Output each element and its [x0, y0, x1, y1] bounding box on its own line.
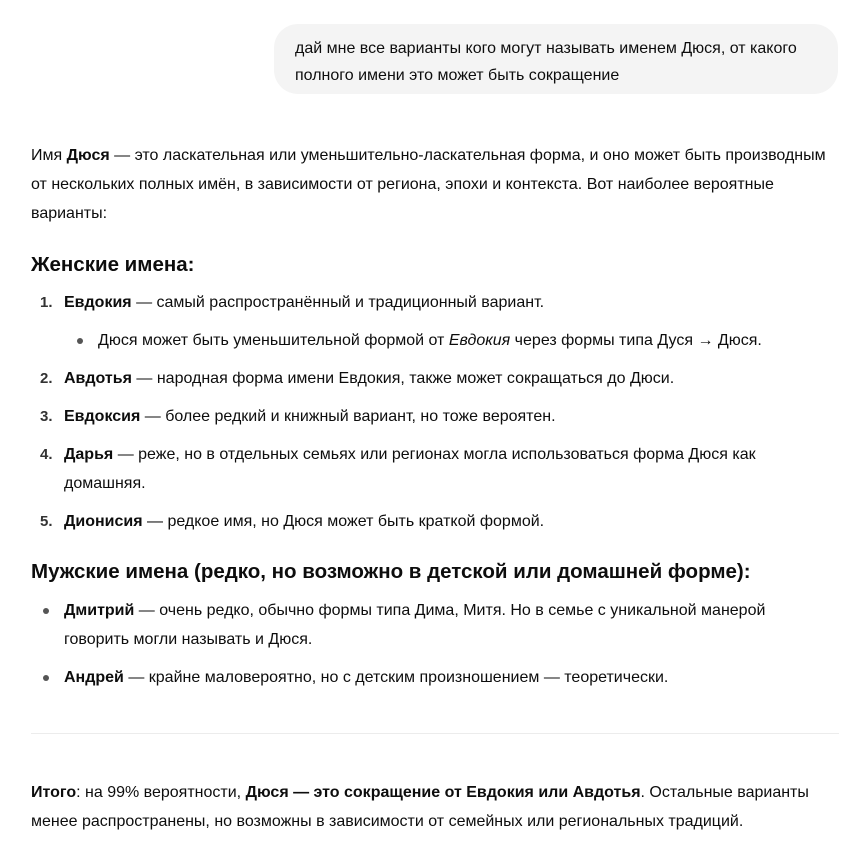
male-names-heading: Мужские имена (редко, но возможно в детской или домашней форме):	[31, 560, 751, 583]
female-names-heading: Женские имена:	[31, 253, 195, 276]
item-description: — редкое имя, но Дюся может быть краткой формой.	[142, 513, 545, 530]
bullet-icon	[43, 675, 49, 681]
summary-label: Итого	[31, 784, 77, 801]
intro-paragraph	[31, 141, 836, 228]
name-bold: Евдоксия	[64, 408, 141, 425]
summary-bold: Дюся — это сокращение от Евдокия или Авдотья	[245, 784, 641, 801]
bullet-icon	[77, 338, 83, 344]
summary-paragraph	[31, 778, 836, 836]
item-description: — очень редко, обычно формы типа Дима, Митя. Но в семье с уникальной манерой говорить могли называть и Дюся.	[64, 602, 766, 648]
list-item-text	[64, 288, 821, 317]
intro-name: Дюся	[66, 147, 110, 164]
bullet-icon	[43, 608, 49, 614]
name-bold: Авдотья	[64, 370, 132, 387]
item-description: — крайне маловероятно, но с детским произношением — теоретически.	[123, 669, 669, 686]
list-item-text	[64, 596, 821, 654]
list-number: 3.	[40, 408, 53, 425]
sub-item-pre: Дюся может быть уменьшительной формой от	[98, 332, 449, 349]
list-item-text	[64, 364, 821, 393]
list-item-text	[64, 663, 821, 692]
name-bold: Евдокия	[64, 294, 132, 311]
divider	[31, 733, 839, 734]
list-number: 5.	[40, 513, 53, 530]
list-item-text	[64, 440, 821, 498]
name-bold: Дионисия	[64, 513, 143, 530]
item-description: — самый распространённый и традиционный вариант.	[131, 294, 545, 311]
list-item-text	[64, 402, 821, 431]
intro-post: — это ласкательная или уменьшительно-ласкательная форма, и оно может быть производным от нескольких полных имён, в зависимости от региона, эпохи и контекста. Вот наиболее вероятные варианты:	[31, 147, 826, 222]
sub-item-text	[98, 326, 818, 355]
item-description: — более редкий и книжный вариант, но тоже вероятен.	[140, 408, 556, 425]
sub-item-post: через формы типа Дуся → Дюся.	[510, 332, 762, 349]
list-number: 2.	[40, 370, 53, 387]
sub-item-name: Евдокия	[448, 332, 511, 349]
name-bold: Дарья	[64, 446, 114, 463]
list-number: 1.	[40, 294, 53, 311]
item-description: — народная форма имени Евдокия, также может сокращаться до Дюси.	[131, 370, 675, 387]
user-message-text: дай мне все варианты кого могут называть именем Дюся, от какого полного имени это может быть сокращение	[295, 40, 797, 84]
list-number: 4.	[40, 446, 53, 463]
user-message-bubble	[274, 24, 838, 94]
name-bold: Дмитрий	[64, 602, 135, 619]
list-item-text	[64, 507, 821, 536]
item-description: — реже, но в отдельных семьях или регионах могла использоваться форма Дюся как домашняя.	[64, 446, 756, 492]
summary-intro: : на 99% вероятности,	[76, 784, 246, 801]
summary-post: . Остальные варианты менее распространены, но возможны в зависимости от семейных или региональных традиций.	[31, 784, 809, 830]
intro-pre: Имя	[31, 147, 67, 164]
name-bold: Андрей	[64, 669, 124, 686]
